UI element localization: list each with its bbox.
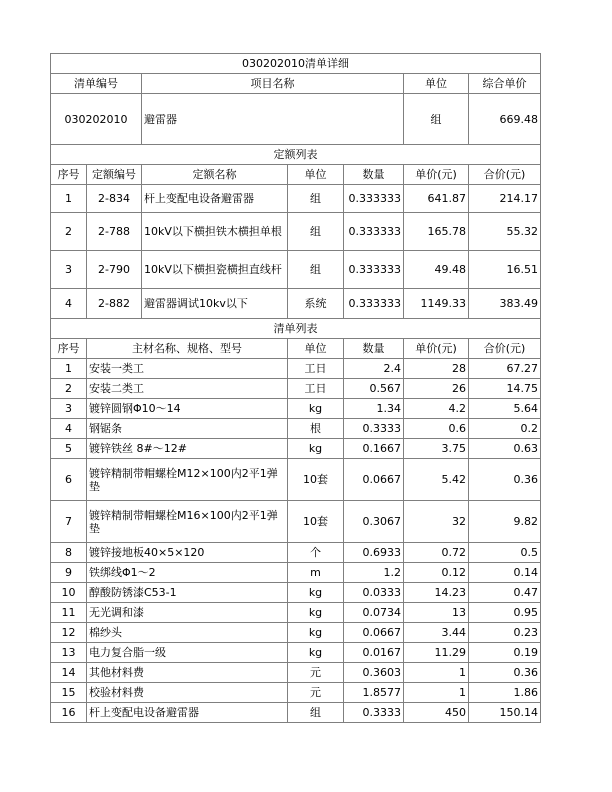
material-unit: 根 [288,419,344,439]
material-total: 0.36 [469,663,541,683]
quota-qty: 0.333333 [344,185,404,213]
material-row [51,501,541,543]
quota-qty: 0.333333 [344,251,404,289]
quota-price: 1149.33 [404,289,469,319]
material-row [51,399,541,419]
quota-code: 2-882 [87,289,142,319]
material-name: 镀锌接地板40×5×120 [87,543,288,563]
material-price: 0.72 [404,543,469,563]
material-total: 0.23 [469,623,541,643]
materials-header-no: 序号 [51,339,87,359]
quota-code: 2-790 [87,251,142,289]
quota-name: 10kV以下横担铁木横担单根 [142,213,288,251]
material-qty: 1.8577 [344,683,404,703]
material-total: 0.5 [469,543,541,563]
material-name: 校验材料费 [87,683,288,703]
bill-code: 030202010 [51,94,142,145]
quota-row [51,251,541,289]
material-row [51,379,541,399]
bill-unit-price: 669.48 [469,94,541,145]
material-name: 其他材料费 [87,663,288,683]
material-name: 安装一类工 [87,359,288,379]
material-qty: 0.0333 [344,583,404,603]
material-row [51,623,541,643]
quota-total: 55.32 [469,213,541,251]
materials-section-row [51,319,541,339]
quota-unit: 组 [288,185,344,213]
material-total: 0.14 [469,563,541,583]
quota-header-code: 定额编号 [87,165,142,185]
material-unit: m [288,563,344,583]
material-qty: 1.34 [344,399,404,419]
header-unit: 单位 [404,74,469,94]
material-no: 16 [51,703,87,723]
material-no: 1 [51,359,87,379]
quota-price: 49.48 [404,251,469,289]
material-no: 12 [51,623,87,643]
material-qty: 0.3603 [344,663,404,683]
material-no: 9 [51,563,87,583]
material-price: 0.12 [404,563,469,583]
materials-section-title: 清单列表 [51,319,541,339]
material-row [51,603,541,623]
material-row [51,543,541,563]
material-price: 14.23 [404,583,469,603]
material-total: 0.95 [469,603,541,623]
quota-unit: 组 [288,251,344,289]
header-item-name: 项目名称 [142,74,404,94]
material-total: 0.2 [469,419,541,439]
material-qty: 1.2 [344,563,404,583]
bill-item-name: 避雷器 [142,94,404,145]
quota-unit: 系统 [288,289,344,319]
material-qty: 0.0667 [344,623,404,643]
material-price: 32 [404,501,469,543]
material-row [51,583,541,603]
quota-total: 214.17 [469,185,541,213]
material-no: 3 [51,399,87,419]
material-unit: kg [288,399,344,419]
header-bill-code: 清单编号 [51,74,142,94]
material-unit: 工日 [288,359,344,379]
bill-header-row [51,74,541,94]
material-total: 0.47 [469,583,541,603]
material-qty: 0.6933 [344,543,404,563]
quota-price: 641.87 [404,185,469,213]
material-row [51,683,541,703]
materials-header-total: 合价(元) [469,339,541,359]
quota-row [51,289,541,319]
material-name: 镀锌圆钢Φ10～14 [87,399,288,419]
material-unit: kg [288,643,344,663]
material-name: 镀锌铁丝 8#～12# [87,439,288,459]
material-no: 7 [51,501,87,543]
quota-total: 383.49 [469,289,541,319]
material-no: 13 [51,643,87,663]
quota-no: 4 [51,289,87,319]
material-total: 9.82 [469,501,541,543]
material-price: 13 [404,603,469,623]
material-total: 5.64 [469,399,541,419]
quota-header-price: 单价(元) [404,165,469,185]
material-unit: kg [288,603,344,623]
quota-qty: 0.333333 [344,213,404,251]
quota-no: 1 [51,185,87,213]
material-unit: 个 [288,543,344,563]
material-price: 1 [404,663,469,683]
quota-row [51,185,541,213]
quota-header-name: 定额名称 [142,165,288,185]
materials-header-row [51,339,541,359]
materials-body [51,359,541,723]
quota-name: 避雷器调试10kv以下 [142,289,288,319]
material-no: 14 [51,663,87,683]
material-total: 0.63 [469,439,541,459]
title-row [51,54,541,74]
quota-code: 2-788 [87,213,142,251]
material-no: 15 [51,683,87,703]
material-total: 1.86 [469,683,541,703]
material-qty: 0.3067 [344,501,404,543]
material-row [51,459,541,501]
quota-header-unit: 单位 [288,165,344,185]
material-unit: kg [288,583,344,603]
material-no: 5 [51,439,87,459]
material-qty: 0.0734 [344,603,404,623]
quota-header-row [51,165,541,185]
material-total: 0.19 [469,643,541,663]
quota-header-total: 合价(元) [469,165,541,185]
quota-price: 165.78 [404,213,469,251]
material-name: 镀锌精制带帽螺栓M12×100内2平1弹垫 [87,459,288,501]
material-unit: 10套 [288,501,344,543]
header-unit-price: 综合单价 [469,74,541,94]
material-row [51,419,541,439]
material-no: 11 [51,603,87,623]
material-qty: 0.567 [344,379,404,399]
material-price: 5.42 [404,459,469,501]
material-price: 0.6 [404,419,469,439]
materials-header-price: 单价(元) [404,339,469,359]
material-unit: kg [288,623,344,643]
material-qty: 0.3333 [344,703,404,723]
quota-header-qty: 数量 [344,165,404,185]
bill-detail-sheet [50,53,540,723]
quota-row [51,213,541,251]
material-qty: 2.4 [344,359,404,379]
quota-total: 16.51 [469,251,541,289]
material-total: 0.36 [469,459,541,501]
quota-name: 10kV以下横担瓷横担直线杆 [142,251,288,289]
quota-header-no: 序号 [51,165,87,185]
material-row [51,439,541,459]
quota-no: 3 [51,251,87,289]
bill-unit: 组 [404,94,469,145]
material-row [51,359,541,379]
material-unit: 元 [288,683,344,703]
material-row [51,663,541,683]
material-price: 3.75 [404,439,469,459]
material-row [51,703,541,723]
material-price: 28 [404,359,469,379]
material-price: 11.29 [404,643,469,663]
materials-header-qty: 数量 [344,339,404,359]
material-total: 150.14 [469,703,541,723]
quota-name: 杆上变配电设备避雷器 [142,185,288,213]
material-qty: 0.1667 [344,439,404,459]
material-unit: 工日 [288,379,344,399]
material-name: 棉纱头 [87,623,288,643]
material-price: 450 [404,703,469,723]
material-qty: 0.0167 [344,643,404,663]
material-name: 安装二类工 [87,379,288,399]
materials-header-name: 主材名称、规格、型号 [87,339,288,359]
quota-code: 2-834 [87,185,142,213]
material-no: 10 [51,583,87,603]
material-name: 电力复合脂一级 [87,643,288,663]
quota-section-title: 定额列表 [51,145,541,165]
material-unit: 元 [288,663,344,683]
material-unit: kg [288,439,344,459]
material-name: 铁绑线Φ1～2 [87,563,288,583]
material-price: 4.2 [404,399,469,419]
material-price: 3.44 [404,623,469,643]
material-total: 67.27 [469,359,541,379]
sheet-title: 030202010清单详细 [51,54,541,74]
material-row [51,643,541,663]
material-qty: 0.3333 [344,419,404,439]
material-name: 镀锌精制带帽螺栓M16×100内2平1弹垫 [87,501,288,543]
material-row [51,563,541,583]
materials-header-unit: 单位 [288,339,344,359]
material-price: 1 [404,683,469,703]
material-no: 8 [51,543,87,563]
material-name: 无光调和漆 [87,603,288,623]
material-name: 醇酸防锈漆C53-1 [87,583,288,603]
material-name: 钢锯条 [87,419,288,439]
material-name: 杆上变配电设备避雷器 [87,703,288,723]
material-no: 2 [51,379,87,399]
quota-section-row [51,145,541,165]
material-unit: 组 [288,703,344,723]
material-total: 14.75 [469,379,541,399]
material-unit: 10套 [288,459,344,501]
material-qty: 0.0667 [344,459,404,501]
bill-detail-table [50,53,541,723]
material-no: 6 [51,459,87,501]
material-no: 4 [51,419,87,439]
quota-qty: 0.333333 [344,289,404,319]
quota-unit: 组 [288,213,344,251]
quota-no: 2 [51,213,87,251]
bill-item-row [51,94,541,145]
material-price: 26 [404,379,469,399]
